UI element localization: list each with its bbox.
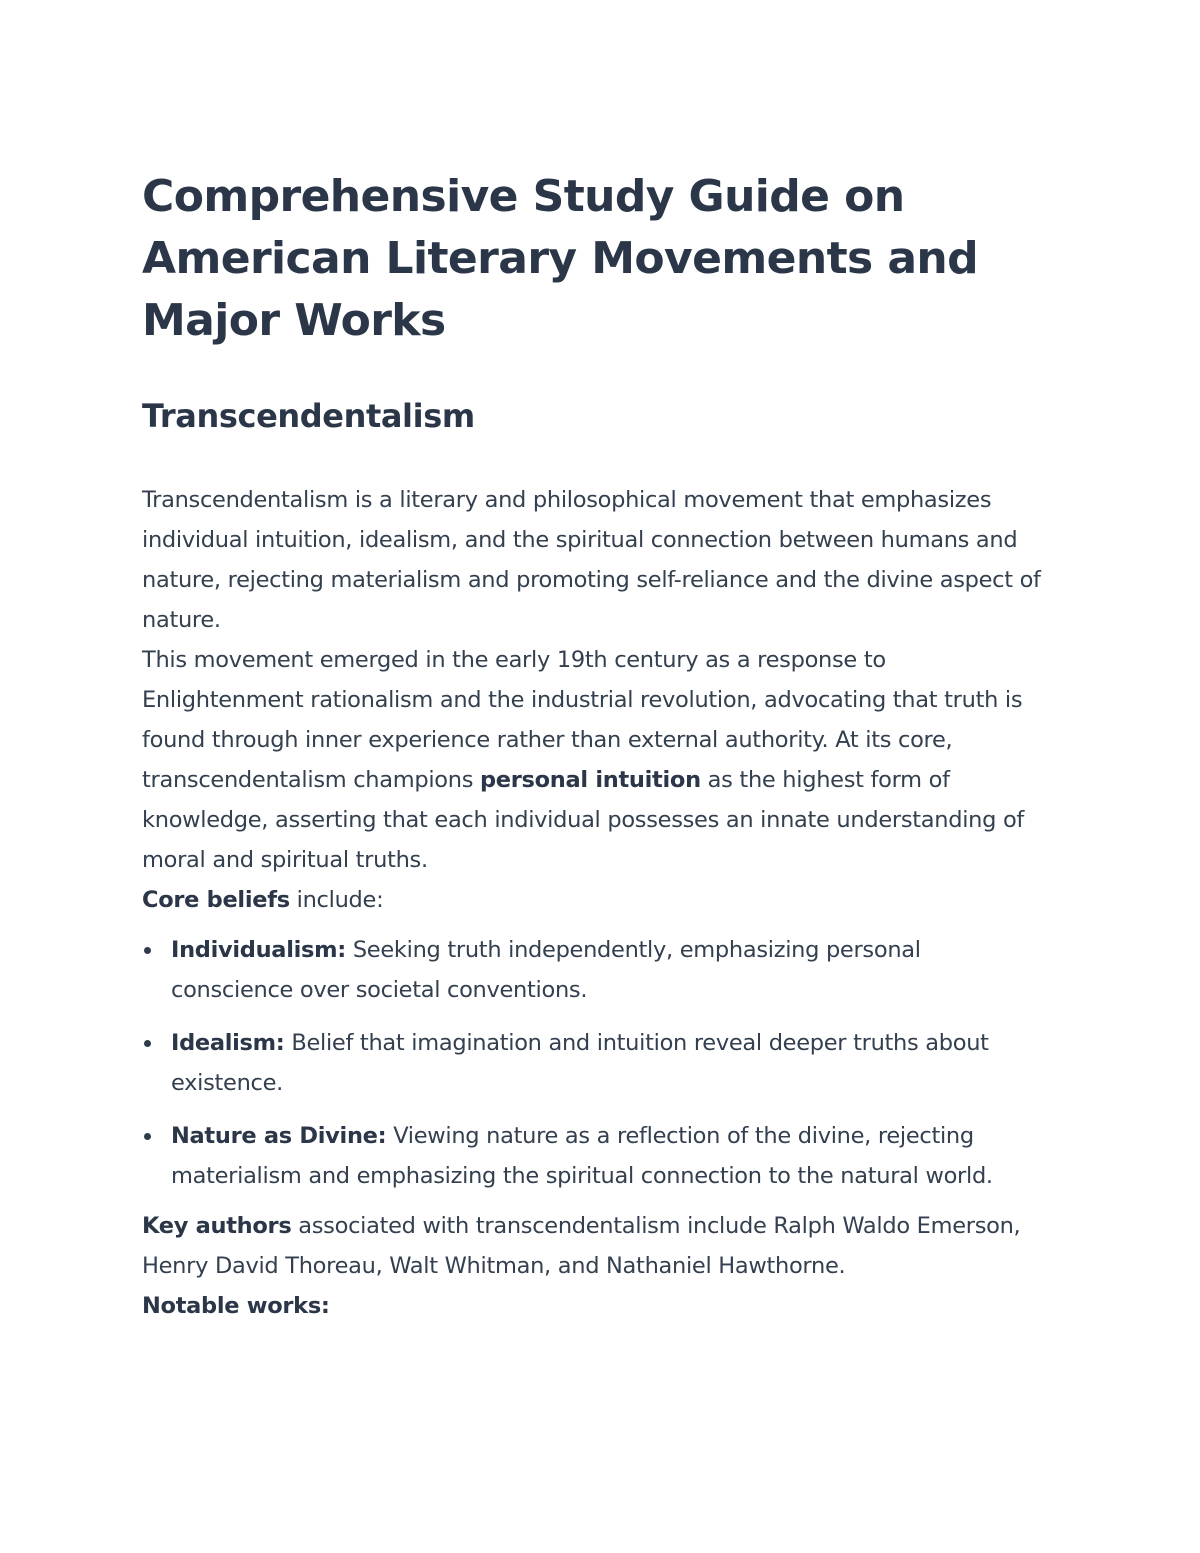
document-page	[142, 166, 1042, 1326]
belief-text: Seeking truth independently, emphasizing personal conscience over societal conventions.	[171, 937, 921, 1003]
belief-text: Viewing nature as a reflection of the divine, rejecting materialism and emphasizing the spiritual connection to the natural world.	[171, 1123, 993, 1189]
core-beliefs-label: Core beliefs	[142, 887, 290, 913]
core-beliefs-intro	[142, 880, 1042, 920]
notable-works-paragraph	[142, 1286, 1042, 1326]
notable-works-label: Notable works:	[142, 1293, 330, 1319]
list-item	[142, 1116, 1042, 1196]
bullet-dot-icon	[144, 947, 151, 954]
history-text-end: as the highest form of knowledge, asserting that each individual possesses an innate understanding of moral and spiritual truths.	[142, 767, 1025, 873]
key-authors-label: Key authors	[142, 1213, 292, 1239]
list-item	[142, 1023, 1042, 1103]
history-text-start: This movement emerged in the early 19th century as a response to Enlightenment rationalism and the industrial revolution, advocating that truth is found through inner experience rather than external authority. At its core, transcendentalism champions	[142, 647, 1023, 793]
bullet-dot-icon	[144, 1133, 151, 1140]
core-beliefs-list	[142, 930, 1042, 1196]
emphasis-personal-intuition: personal intuition	[479, 767, 701, 793]
belief-term: Nature as Divine:	[171, 1123, 387, 1149]
key-authors-paragraph	[142, 1206, 1042, 1286]
document-title: Comprehensive Study Guide on American Literary Movements and Major Works	[142, 171, 979, 346]
section-body	[142, 480, 1042, 1326]
core-beliefs-rest: include:	[289, 887, 384, 913]
section-heading: Transcendentalism	[142, 397, 475, 435]
belief-term: Individualism:	[171, 937, 346, 963]
key-authors-text: associated with transcendentalism include Ralph Waldo Emerson, Henry David Thoreau, Walt Whitman, and Nathaniel Hawthorne.	[142, 1213, 1021, 1279]
belief-text: Belief that imagination and intuition reveal deeper truths about existence.	[171, 1030, 989, 1096]
history-paragraph	[142, 640, 1042, 880]
belief-term: Idealism:	[171, 1030, 285, 1056]
bullet-dot-icon	[144, 1040, 151, 1047]
intro-paragraph: Transcendentalism is a literary and philosophical movement that emphasizes individual intuition, idealism, and the spiritual connection between humans and nature, rejecting materialism and promoting self-reliance and the divine aspect of nature.	[142, 487, 1041, 633]
list-item	[142, 930, 1042, 1010]
